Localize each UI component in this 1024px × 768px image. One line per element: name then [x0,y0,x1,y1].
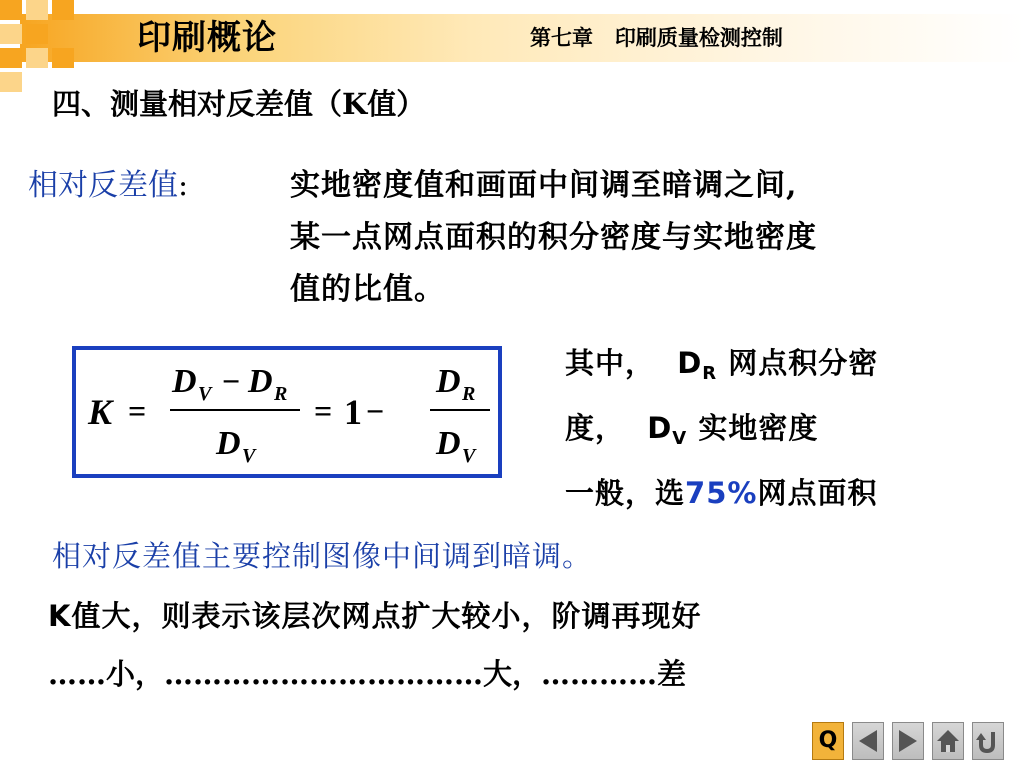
note-line [565,466,985,520]
formula-num-dv-sub: V [198,383,212,405]
definition-line: 实地密度值和画面中间调至暗调之间, [290,168,798,203]
note-text: 其中， [565,346,678,380]
note-text: 网点面积 [757,476,878,510]
symbol-dv-base: D [647,411,673,445]
summary-line: 相对反差值主要控制图像中间调到暗调。 [52,539,593,573]
symbol-dr-sub: R [702,363,718,384]
note-line [565,401,985,466]
definition-term [28,160,188,204]
formula-frac2-den-sub: V [462,445,476,467]
symbol-dr [677,346,718,384]
formula-minus: − [222,363,241,399]
percent-value: 75% [685,476,758,510]
search-label: Q [818,728,838,753]
course-title: 印刷概论 [137,18,277,58]
formula-num-dv: D [172,363,197,400]
home-icon [933,723,963,759]
home-button[interactable] [932,722,964,760]
explanation-line [48,594,702,635]
formula-den-dv: D [216,425,241,462]
formula-k: K [88,392,113,432]
formula-num-dr-sub: R [274,383,288,405]
formula-box [72,346,502,478]
k-symbol: K [48,599,72,633]
definition-line: 值的比值。 [290,272,445,307]
chapter-title: 第七章 印刷质量检测控制 [530,25,783,50]
formula-frac2-num-sub: R [462,383,476,405]
symbol-dr-base: D [677,346,703,380]
note-line [565,336,985,401]
note-text: 实地密度 [687,411,819,445]
formula-den-dv-sub: V [242,445,256,467]
previous-button[interactable] [852,722,884,760]
definition-text [290,160,990,316]
formula-one: 1 [344,392,362,432]
search-button[interactable] [812,722,844,760]
formula-num-dr: D [248,363,273,400]
symbol-dv-sub: V [672,428,688,449]
arrow-left-icon [853,723,883,759]
return-icon [973,723,1003,759]
note-text: 网点积分密 [717,346,879,380]
formula-frac2-den: D [436,425,461,462]
explanation-text: 值大，则表示该层次网点扩大较小，阶调再现好 [71,599,702,633]
section-title: 四、测量相对反差值（K值） [52,87,426,121]
note-text: 度， [565,411,648,445]
return-button[interactable] [972,722,1004,760]
next-button[interactable] [892,722,924,760]
fill-in-line: ……小，……………………………大，…………差 [48,657,687,691]
term-text: 相对反差值 [28,168,178,203]
note-text: 一般，选 [565,476,686,510]
formula-frac2-num: D [436,363,461,400]
formula [76,350,498,474]
formula-eq: = [128,393,147,429]
definition-line: 某一点网点面积的积分密度与实地密度 [290,220,817,255]
formula-eq-2: = [314,393,333,429]
formula-minus-2: − [366,393,385,429]
formula-notes [565,336,985,520]
term-colon: : [178,168,189,203]
symbol-dv [647,411,688,449]
arrow-right-icon [893,723,923,759]
